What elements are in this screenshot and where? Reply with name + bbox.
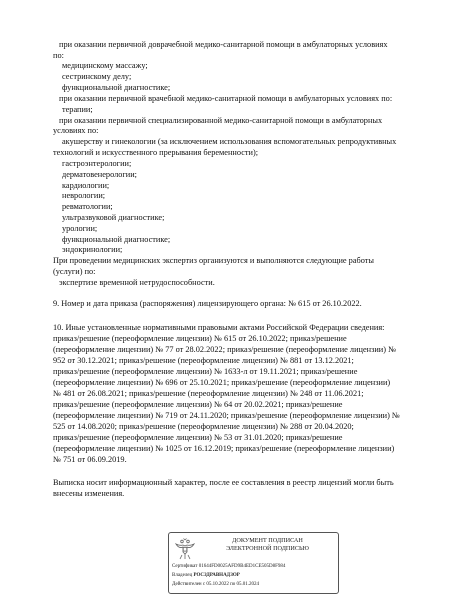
doc-line: (переоформление лицензии) № 1025 от 16.12.2019; приказ/решение (переоформление лицензии)	[53, 444, 395, 453]
doc-line: медицинскому массажу;	[62, 61, 148, 70]
stamp-title-line2: ЭЛЕКТРОННОЙ ПОДПИСЬЮ	[226, 545, 309, 552]
stamp-certificate-label: Сертификат	[172, 564, 198, 569]
doc-line: № 751 от 06.09.2019.	[53, 455, 127, 464]
doc-line: приказ/решение (переоформление лицензии) № 615 от 26.10.2022; приказ/решение	[53, 334, 347, 343]
doc-line: 10. Иные установленные нормативными правовыми актами Российской Федерации сведения:	[53, 323, 385, 332]
disclaimer-line: внесены изменения.	[53, 489, 125, 498]
doc-line: 952 от 30.12.2021; приказ/решение (переоформление лицензии) № 881 от 13.12.2021;	[53, 356, 354, 365]
doc-line: условиях по:	[53, 126, 99, 135]
doc-line: терапии;	[62, 105, 93, 114]
doc-line: 525 от 14.08.2020; приказ/решение (переоформление лицензии) № 288 от 20.04.2020;	[53, 422, 354, 431]
doc-line: кардиологии;	[62, 181, 110, 190]
doc-line: по:	[53, 51, 64, 60]
doc-line: № 481 от 26.08.2021; приказ/решение (переоформление лицензии) № 248 от 11.06.2021;	[53, 389, 364, 398]
doc-line: гастроэнтерологии;	[62, 159, 132, 168]
stamp-certificate-value: 01644FD0025AFD9B4ED1CE505D8F984	[198, 564, 286, 569]
doc-line: (услуги) по:	[53, 267, 96, 276]
doc-line: эндокринологии;	[62, 245, 123, 254]
doc-line: дерматовенерологии;	[62, 170, 137, 179]
stamp-owner-row	[172, 573, 240, 579]
double-headed-eagle-emblem-icon	[175, 537, 195, 561]
doc-line: при оказании первичной доврачебной медико-санитарной помощи в амбулаторных условиях	[59, 40, 388, 49]
doc-line: (переоформление лицензии) № 77 от 28.02.2022; приказ/решение (переоформление лицензии) №	[53, 345, 396, 354]
stamp-validity-row: Действителен с 05.10.2022 по 05.01.2024	[172, 582, 259, 587]
doc-line: экспертизе временной нетрудоспособности.	[59, 278, 215, 287]
doc-line: приказ/решение (переоформление лицензии) № 53 от 31.01.2020; приказ/решение	[53, 433, 343, 442]
doc-line: При проведении медицинских экспертиз организуются и выполняются следующие работы	[53, 256, 374, 265]
doc-line: сестринскому делу;	[62, 72, 132, 81]
doc-line: (переоформление лицензии) № 719 от 24.11.2020; приказ/решение (переоформление лицензии) №	[53, 411, 400, 420]
doc-line: функциональной диагностике;	[62, 83, 171, 92]
doc-line: ультразвуковой диагностике;	[62, 213, 165, 222]
stamp-owner-label: Владелец	[172, 573, 193, 578]
doc-line: функциональной диагностике;	[62, 235, 171, 244]
electronic-signature-stamp	[168, 532, 339, 594]
doc-line: урологии;	[62, 224, 98, 233]
doc-line: акушерству и гинекологии (за исключением использования вспомогательных репродуктивных	[62, 137, 397, 146]
doc-line: технологий и искусственного прерывания беременности);	[53, 148, 259, 157]
doc-line: приказ/решение (переоформление лицензии) № 1633-л от 19.11.2021; приказ/решение	[53, 367, 358, 376]
stamp-owner-value: РОСЗДРАВНАДЗОР	[193, 573, 240, 578]
doc-line: при оказании первичной специализированной медико-санитарной помощи в амбулаторных	[59, 116, 383, 125]
stamp-title-line1: ДОКУМЕНТ ПОДПИСАН	[232, 537, 303, 544]
doc-line: ревматологии;	[62, 202, 113, 211]
doc-line: приказ/решение (переоформление лицензии) № 64 от 20.02.2021; приказ/решение	[53, 400, 343, 409]
license-order-line: 9. Номер и дата приказа (распоряжения) лицензирующего органа: № 615 от 26.10.2022.	[53, 299, 362, 308]
stamp-certificate-row	[172, 564, 285, 570]
disclaimer-line: Выписка носит информационный характер, после ее составления в реестр лицензий могли быть	[53, 478, 394, 487]
doc-line: неврологии;	[62, 191, 106, 200]
doc-line: при оказании первичной врачебной медико-санитарной помощи в амбулаторных условиях по:	[59, 94, 393, 103]
doc-line: (переоформление лицензии) № 696 от 25.10.2021; приказ/решение (переоформление лицензии)	[53, 378, 391, 387]
